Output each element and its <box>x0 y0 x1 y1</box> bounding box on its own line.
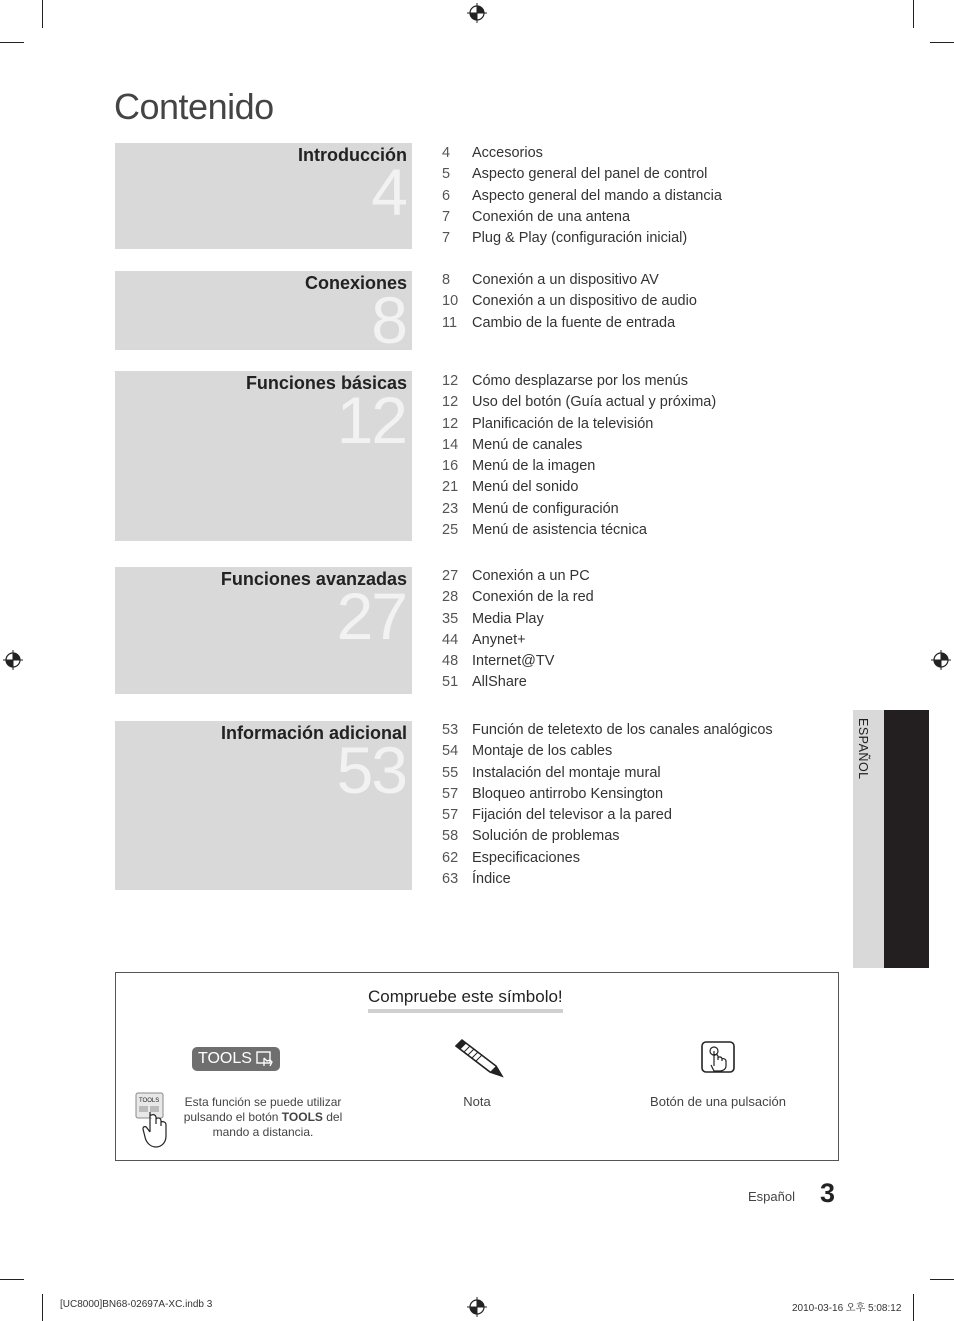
crop-mark <box>42 0 43 28</box>
toc-entry-text: Internet@TV <box>472 653 555 670</box>
toc-entry[interactable] <box>442 784 842 805</box>
toc-entry[interactable] <box>442 313 842 334</box>
toc-entry[interactable] <box>442 499 842 520</box>
toc-entry-text: Conexión de la red <box>472 589 594 606</box>
tools-badge <box>192 1047 280 1071</box>
toc-page-number: 14 <box>442 436 459 453</box>
toc-entry[interactable] <box>442 520 842 541</box>
registration-mark-icon <box>467 3 487 23</box>
one-touch-caption: Botón de una pulsación <box>650 1094 786 1109</box>
toc-entry[interactable] <box>442 392 842 413</box>
tools-caption <box>180 1095 346 1140</box>
toc-list-funciones-avanzadas <box>442 566 842 694</box>
toc-entry[interactable] <box>442 720 842 741</box>
toc-list-introduccion <box>442 143 842 249</box>
tools-badge-label: TOOLS <box>198 1050 252 1067</box>
remote-hand-icon <box>135 1092 175 1150</box>
toc-entry-text: Menú de la imagen <box>472 458 596 475</box>
toc-entry-text: Conexión a un dispositivo AV <box>472 272 659 288</box>
toc-list-informacion-adicional <box>442 720 842 890</box>
crop-mark <box>42 1294 43 1321</box>
section-title: Introducción <box>298 145 407 165</box>
toc-entry-text: Menú de asistencia técnica <box>472 522 647 539</box>
language-tab-marker <box>884 710 929 968</box>
toc-entry[interactable] <box>442 228 842 249</box>
section-box-informacion-adicional <box>115 721 412 890</box>
toc-list-funciones-basicas <box>442 371 842 541</box>
toc-entry[interactable] <box>442 566 842 587</box>
crop-mark <box>0 1279 24 1280</box>
toc-entry-text: Montaje de los cables <box>472 743 613 760</box>
toc-entry[interactable] <box>442 848 842 869</box>
toc-page-number: 55 <box>442 764 459 781</box>
toc-entry[interactable] <box>442 414 842 435</box>
toc-entry[interactable] <box>442 587 842 608</box>
toc-entry-text: Solución de problemas <box>472 828 620 845</box>
toc-entry[interactable] <box>442 741 842 762</box>
toc-entry[interactable] <box>442 826 842 847</box>
tools-caption-line: mando a distancia. <box>212 1125 314 1139</box>
toc-entry-text: Accesorios <box>472 145 543 161</box>
note-caption: Nota <box>463 1094 491 1109</box>
toc-page-number: 5 <box>442 166 451 183</box>
crop-mark <box>913 1294 914 1321</box>
toc-entry-text: Menú de configuración <box>472 500 619 517</box>
crop-mark <box>0 42 24 43</box>
toc-entry-text: Cambio de la fuente de entrada <box>472 314 676 331</box>
toc-page-number: 62 <box>442 849 459 866</box>
toc-entry-text: Instalación del montaje mural <box>472 764 661 781</box>
toc-page-number: 11 <box>442 314 458 331</box>
crop-mark <box>930 42 954 43</box>
toc-entry[interactable] <box>442 609 842 630</box>
toc-entry[interactable] <box>442 869 842 890</box>
toc-entry[interactable] <box>442 672 842 693</box>
toc-entry-text: Media Play <box>472 610 544 627</box>
toc-page-number: 27 <box>442 568 459 584</box>
registration-mark-icon <box>931 650 951 670</box>
toc-entry-text: Fijación del televisor a la pared <box>472 807 672 824</box>
toc-entry[interactable] <box>442 270 842 291</box>
registration-mark-icon <box>3 650 23 670</box>
language-tab-text: ESPAÑOL <box>856 718 870 780</box>
toc-entry[interactable] <box>442 477 842 498</box>
toc-entry-text: Función de teletexto de los canales analógicos <box>472 722 773 738</box>
toc-entry-text: Conexión a un PC <box>472 568 590 584</box>
toc-entry[interactable] <box>442 651 842 672</box>
toc-entry-text: Especificaciones <box>472 849 580 866</box>
toc-entry[interactable] <box>442 805 842 826</box>
toc-entry[interactable] <box>442 143 842 164</box>
remote-label: TOOLS <box>139 1098 160 1104</box>
toc-entry[interactable] <box>442 763 842 784</box>
toc-page-number: 48 <box>442 653 459 670</box>
toc-entry-text: AllShare <box>472 674 527 691</box>
section-title: Funciones avanzadas <box>220 569 407 589</box>
toc-entry[interactable] <box>442 291 842 312</box>
toc-entry-text: Planificación de la televisión <box>472 415 654 432</box>
toc-page-number: 8 <box>442 272 451 288</box>
section-number: 12 <box>336 383 406 457</box>
toc-page-number: 58 <box>442 828 459 845</box>
toc-entry-text: Cómo desplazarse por los menús <box>472 373 688 389</box>
toc-page-number: 4 <box>442 145 451 161</box>
section-number: 4 <box>371 155 406 229</box>
section-title: Información adicional <box>220 723 407 743</box>
toc-entry-text: Aspecto general del panel de control <box>472 166 708 183</box>
note-pencil-icon <box>450 1036 504 1078</box>
toc-page-number: 7 <box>442 230 451 247</box>
toc-page-number: 63 <box>442 871 459 888</box>
section-box-introduccion <box>115 143 412 249</box>
section-box-funciones-avanzadas <box>115 567 412 694</box>
section-box-conexiones <box>115 271 412 357</box>
print-slug-date: 2010-03-16 오후 5:08:12 <box>792 1303 902 1314</box>
toc-list-conexiones <box>442 270 842 334</box>
toc-entry-text: Bloqueo antirrobo Kensington <box>472 785 664 802</box>
toc-page-number: 51 <box>442 674 459 691</box>
toc-page-number: 23 <box>442 500 459 517</box>
one-touch-button-icon <box>700 1040 736 1074</box>
toc-page-number: 53 <box>442 722 459 738</box>
toc-entry[interactable] <box>442 207 842 228</box>
symbols-heading: Compruebe este símbolo! <box>368 987 563 1013</box>
crop-mark <box>930 1279 954 1280</box>
tools-caption-line: pulsando el botón <box>183 1110 282 1124</box>
section-title: Conexiones <box>304 273 407 293</box>
language-tab-label <box>852 718 882 798</box>
section-number: 8 <box>371 283 406 357</box>
tools-caption-bold: TOOLS <box>281 1110 323 1124</box>
toc-page-number: 21 <box>442 479 459 496</box>
toc-entry-text: Anynet+ <box>472 631 526 648</box>
tools-hand-icon <box>256 1051 274 1067</box>
print-slug-file: [UC8000]BN68-02697A-XC.indb 3 <box>60 1299 213 1310</box>
footer-language: Español <box>748 1189 795 1204</box>
toc-entry-text: Uso del botón (Guía actual y próxima) <box>472 394 717 411</box>
toc-entry-text: Conexión a un dispositivo de audio <box>472 293 697 310</box>
toc-page-number: 6 <box>442 187 451 204</box>
tools-caption-line: Esta función se puede utilizar <box>184 1095 342 1109</box>
section-title: Funciones básicas <box>245 373 407 393</box>
toc-entry-text: Menú del sonido <box>472 479 579 496</box>
toc-page-number: 57 <box>442 807 459 824</box>
toc-page-number: 12 <box>442 394 459 411</box>
page-title: Contenido <box>114 86 274 127</box>
toc-page-number: 57 <box>442 785 459 802</box>
toc-page-number: 10 <box>442 293 459 310</box>
toc-page-number: 16 <box>442 458 459 475</box>
crop-mark <box>913 0 914 28</box>
toc-page-number: 35 <box>442 610 459 627</box>
toc-entry[interactable] <box>442 630 842 651</box>
toc-entry[interactable] <box>442 371 842 392</box>
footer-page-number: 3 <box>820 1178 836 1208</box>
toc-page-number: 54 <box>442 743 459 760</box>
toc-page-number: 12 <box>442 373 459 389</box>
toc-page-number: 7 <box>442 208 451 225</box>
registration-mark-icon <box>467 1297 487 1317</box>
toc-entry-text: Aspecto general del mando a distancia <box>472 187 722 204</box>
section-box-funciones-basicas <box>115 371 412 541</box>
toc-entry-text: Menú de canales <box>472 436 583 453</box>
toc-entry[interactable] <box>442 186 842 207</box>
toc-entry[interactable] <box>442 164 842 185</box>
toc-entry-text: Conexión de una antena <box>472 208 631 225</box>
toc-entry[interactable] <box>442 435 842 456</box>
toc-page-number: 12 <box>442 415 459 432</box>
toc-page-number: 28 <box>442 589 459 606</box>
tools-caption-line: del <box>322 1110 343 1124</box>
toc-entry[interactable] <box>442 456 842 477</box>
toc-page-number: 44 <box>442 631 459 648</box>
section-number: 53 <box>336 733 406 807</box>
toc-page-number: 25 <box>442 522 459 539</box>
section-number: 27 <box>336 579 406 653</box>
toc-entry-text: Plug & Play (configuración inicial) <box>472 230 688 247</box>
toc-entry-text: Índice <box>472 871 511 888</box>
